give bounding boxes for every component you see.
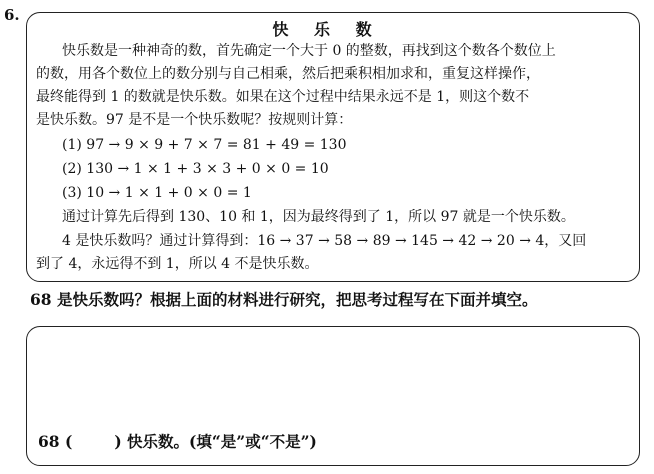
fill-suffix: ) 快乐数。(填“是”或“不是”) xyxy=(114,432,317,451)
step-3: (3) 10 → 1 × 1 + 0 × 0 = 1 xyxy=(62,185,252,201)
question-number: 6. xyxy=(4,6,20,24)
material-line-2: 的数，用各个数位上的数分别与自己相乘，然后把乘积相加求和，重复这样操作， xyxy=(36,66,540,82)
fill-in-blank xyxy=(38,430,317,452)
material-line-1: 快乐数是一种神奇的数，首先确定一个大于 0 的整数，再找到这个数各个数位上 xyxy=(62,43,556,59)
conclusion-line-1: 通过计算先后得到 130、10 和 1，因为最终得到了 1，所以 97 就是一个快乐数。 xyxy=(62,209,575,225)
step-1: (1) 97 → 9 × 9 + 7 × 7 = 81 + 49 = 130 xyxy=(62,137,347,153)
question-prompt: 68 是快乐数吗？根据上面的材料进行研究，把思考过程写在下面并填空。 xyxy=(30,290,538,309)
material-line-4: 是快乐数。97 是不是一个快乐数呢？按规则计算： xyxy=(36,112,353,128)
step-2: (2) 130 → 1 × 1 + 3 × 3 + 0 × 0 = 10 xyxy=(62,161,329,177)
material-title: 快 乐 数 xyxy=(272,20,382,39)
conclusion-line-3: 到了 4，永远得不到 1，所以 4 不是快乐数。 xyxy=(36,256,319,272)
conclusion-line-2: 4 是快乐数吗？通过计算得到：16 → 37 → 58 → 89 → 145 → 42 → 20 → 4，又回 xyxy=(62,233,587,249)
material-line-3: 最终能得到 1 的数就是快乐数。如果在这个过程中结果永远不是 1，则这个数不 xyxy=(36,89,530,105)
fill-prefix: 68 ( xyxy=(38,432,73,451)
